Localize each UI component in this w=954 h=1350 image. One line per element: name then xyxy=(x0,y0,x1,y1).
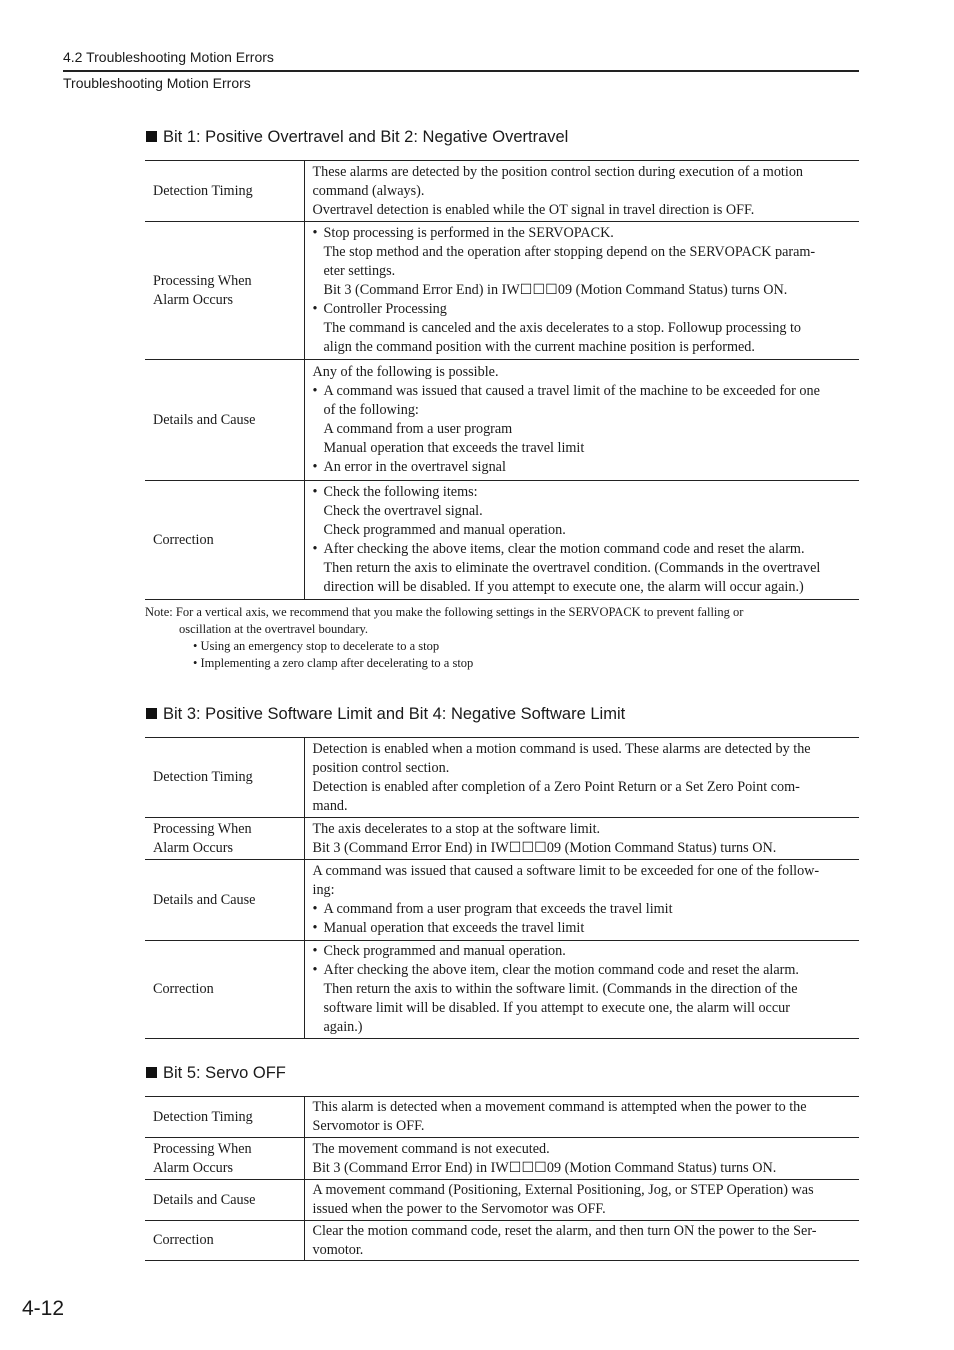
row-value: • Stop processing is performed in the SERVOPACK. The stop method and the operation after stopping depend on the SERVOPACK param- eter settings. Bit 3 (Command Error End) in IW☐☐☐09 (Motion Command Status) turns ON. • Controller Processing The command is canceled and the axis decelerates to a stop. Followup processing to align the command position with the current machine position is performed. xyxy=(304,222,859,360)
bullet-item: • Stop processing is performed in the SERVOPACK. xyxy=(313,224,852,243)
bullet-item: • Check programmed and manual operation. xyxy=(313,942,852,961)
table-row xyxy=(145,1180,859,1221)
servo-off-table xyxy=(145,1096,859,1261)
row-value: A command was issued that caused a software limit to be exceeded for one of the follow- ing: • A command from a user program that exceeds the travel limit • Manual operation that exceeds the travel limit xyxy=(304,860,859,941)
row-key: Correction xyxy=(145,481,304,600)
table-row xyxy=(145,941,859,1039)
table-row xyxy=(145,1097,859,1138)
table-row xyxy=(145,481,859,600)
note-bullet: • Using an emergency stop to decelerate to a stop xyxy=(193,639,440,653)
subsection-header: Troubleshooting Motion Errors xyxy=(63,75,251,91)
table-row xyxy=(145,360,859,481)
section-title-servo-off: Bit 5: Servo OFF xyxy=(146,1064,286,1083)
row-value: • Check the following items: Check the overtravel signal. Check programmed and manual operation. • After checking the above items, clear the motion command code and reset the alarm. Then return the axis to eliminate the overtravel condition. (Commands in the overtravel direction will be disabled. If you attempt to execute one, the alarm will occur again.) xyxy=(304,481,859,600)
row-value: These alarms are detected by the position control section during execution of a motion command (always). Overtravel detection is enabled while the OT signal in travel direction is OFF. xyxy=(304,161,859,222)
overtravel-note: Note: For a vertical axis, we recommend that you make the following settings in the SERVOPACK to prevent falling or oscillation at the overtravel boundary. • Using an emergency stop to decelerate to a stop • Implementing a zero clamp after decelerating to a stop xyxy=(145,604,859,672)
header-rule xyxy=(63,70,859,72)
row-value: The movement command is not executed. Bit 3 (Command Error End) in IW☐☐☐09 (Motion Command Status) turns ON. xyxy=(304,1138,859,1180)
row-key: Processing When Alarm Occurs xyxy=(145,818,304,860)
section-header: 4.2 Troubleshooting Motion Errors xyxy=(63,49,274,65)
row-value: • Check programmed and manual operation. • After checking the above item, clear the motion command code and reset the alarm. Then return the axis to within the software limit. (Commands in the direction of the software limit will be disabled. If you attempt to execute one, the alarm will occur again.) xyxy=(304,941,859,1039)
square-bullet-icon xyxy=(146,708,157,719)
row-key: Correction xyxy=(145,941,304,1039)
row-key: Correction xyxy=(145,1221,304,1261)
row-key: Processing When Alarm Occurs xyxy=(145,222,304,360)
square-bullet-icon xyxy=(146,131,157,142)
row-key: Processing When Alarm Occurs xyxy=(145,1138,304,1180)
row-key: Detection Timing xyxy=(145,161,304,222)
section-title-overtravel: Bit 1: Positive Overtravel and Bit 2: Negative Overtravel xyxy=(146,128,568,147)
software-limit-table xyxy=(145,737,859,1039)
bullet-item: • An error in the overtravel signal xyxy=(313,458,852,477)
overtravel-table xyxy=(145,160,859,600)
page-number: 4-12 xyxy=(22,1297,65,1320)
row-value: A movement command (Positioning, External Positioning, Jog, or STEP Operation) was issued when the power to the Servomotor was OFF. xyxy=(304,1180,859,1221)
table-row xyxy=(145,1221,859,1261)
bullet-item: • A command from a user program that exceeds the travel limit xyxy=(313,900,852,919)
row-value: The axis decelerates to a stop at the software limit. Bit 3 (Command Error End) in IW☐☐☐09 (Motion Command Status) turns ON. xyxy=(304,818,859,860)
bullet-item: • Controller Processing xyxy=(313,300,852,319)
row-value: This alarm is detected when a movement command is attempted when the power to the Servomotor is OFF. xyxy=(304,1097,859,1138)
table-row xyxy=(145,1138,859,1180)
row-key: Details and Cause xyxy=(145,1180,304,1221)
row-value: Clear the motion command code, reset the alarm, and then turn ON the power to the Ser- vomotor. xyxy=(304,1221,859,1261)
bullet-item: • After checking the above item, clear the motion command code and reset the alarm. xyxy=(313,961,852,980)
row-key: Details and Cause xyxy=(145,860,304,941)
row-key: Details and Cause xyxy=(145,360,304,481)
row-key: Detection Timing xyxy=(145,1097,304,1138)
section-title-software-limit: Bit 3: Positive Software Limit and Bit 4: Negative Software Limit xyxy=(146,705,625,724)
bullet-item: • After checking the above items, clear the motion command code and reset the alarm. xyxy=(313,540,852,559)
note-bullet: • Implementing a zero clamp after decelerating to a stop xyxy=(193,656,474,670)
row-key: Detection Timing xyxy=(145,738,304,818)
table-row xyxy=(145,738,859,818)
square-bullet-icon xyxy=(146,1067,157,1078)
table-row xyxy=(145,222,859,360)
row-value: Any of the following is possible. • A command was issued that caused a travel limit of the machine to be exceeded for one of the following: A command from a user program Manual operation that exceeds the travel limit • An error in the overtravel signal xyxy=(304,360,859,481)
table-row xyxy=(145,161,859,222)
table-row xyxy=(145,860,859,941)
row-value: Detection is enabled when a motion command is used. These alarms are detected by the position control section. Detection is enabled after completion of a Zero Point Return or a Set Zero Point com- mand. xyxy=(304,738,859,818)
table-row xyxy=(145,818,859,860)
bullet-item: • Manual operation that exceeds the travel limit xyxy=(313,919,852,938)
bullet-item: • Check the following items: xyxy=(313,483,852,502)
bullet-item: • A command was issued that caused a travel limit of the machine to be exceeded for one xyxy=(313,382,852,401)
